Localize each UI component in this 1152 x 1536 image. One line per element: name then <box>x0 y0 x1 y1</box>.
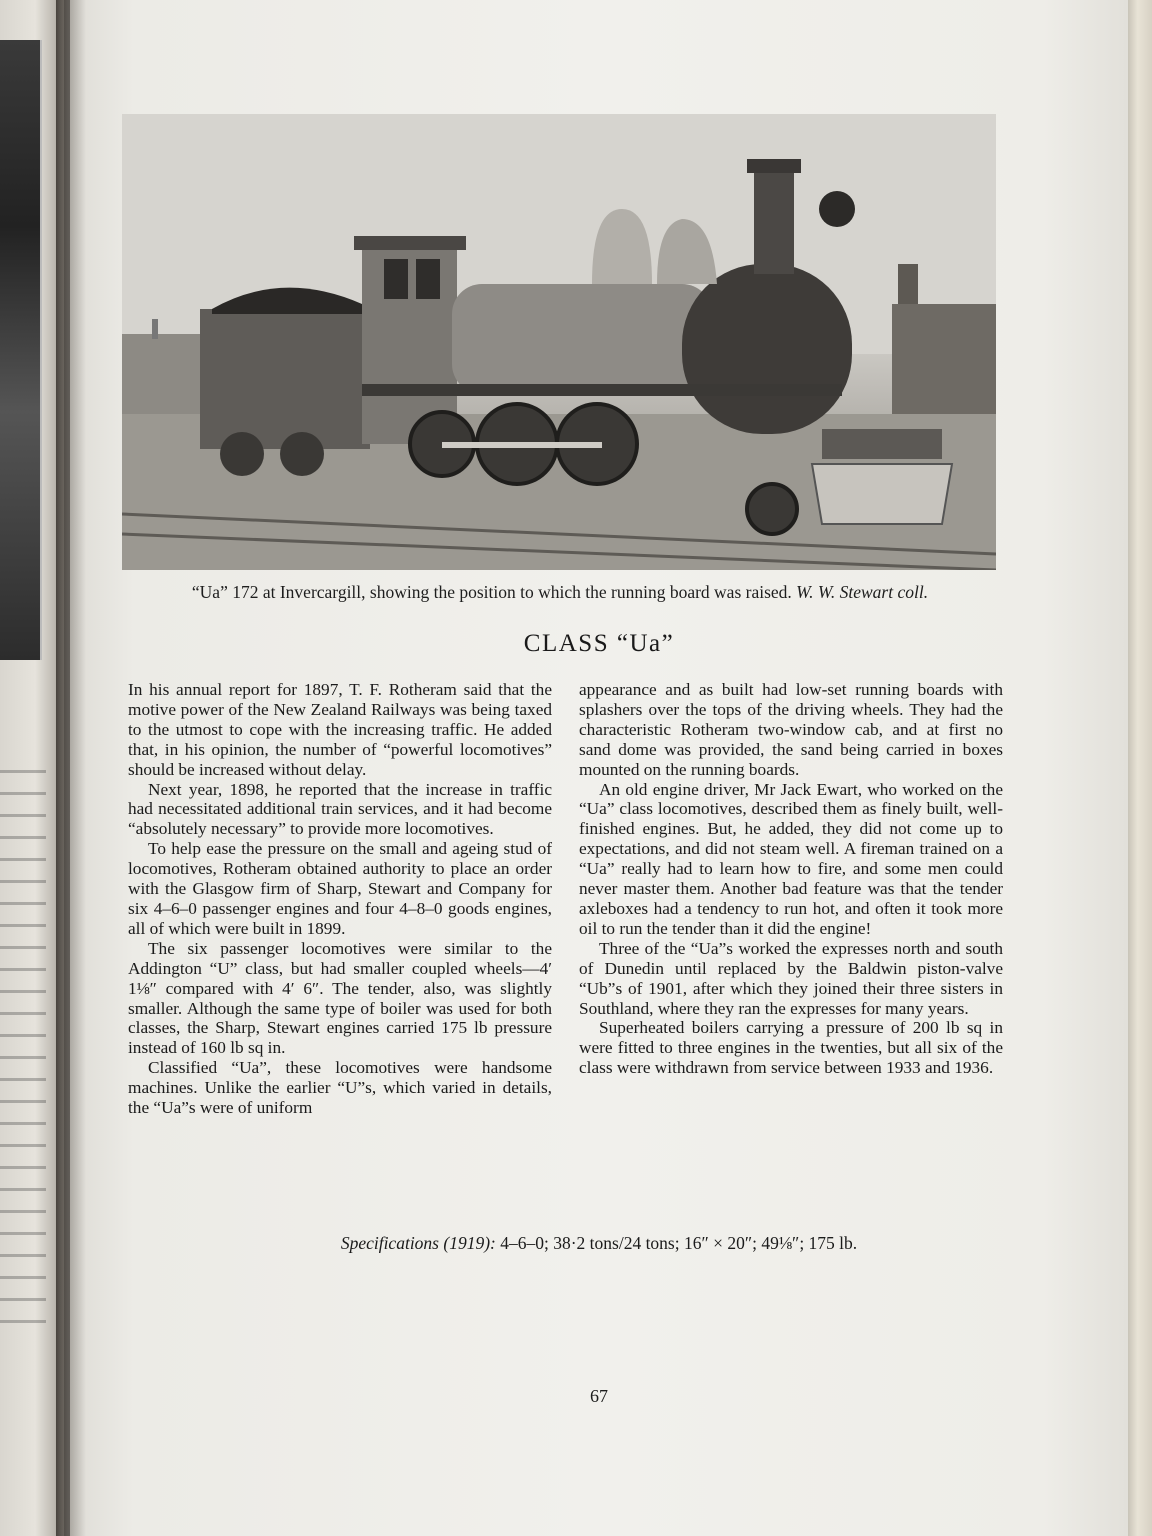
page-number: 67 <box>590 1386 608 1406</box>
paragraph: Classified “Ua”, these locomotives were handsome machines. Unlike the earlier “U”s, which varied in details, the “Ua”s were of uniform <box>128 1058 552 1118</box>
specifications-label: Specifications (1919): <box>340 1233 496 1253</box>
caption-credit: W. W. Stewart coll. <box>796 582 929 602</box>
specifications-values: 4–6–0; 38·2 tons/24 tons; 16″ × 20″; 49⅛″; 175 lb. <box>500 1233 858 1253</box>
paragraph: Three of the “Ua”s worked the expresses north and south of Dunedin until replaced by the Baldwin piston-valve “Ub”s of 1901, after which they joined their three sisters in Southland, where they ran the expresses for many years. <box>579 938 1003 1018</box>
photo-caption <box>110 582 1010 603</box>
facing-page-photo <box>0 40 42 660</box>
caption-text: “Ua” 172 at Invercargill, showing the position to which the running board was raised. <box>191 582 792 602</box>
specifications-line <box>70 1233 1128 1254</box>
locomotive-photograph <box>122 114 996 570</box>
book-gutter <box>56 0 86 1536</box>
paragraph: The six passenger locomotives were similar to the Addington “U” class, but had smaller coupled wheels—4′ 1⅛″ compared with 4′ 6″. The tender, also, was slightly smaller. Although the same type of boiler was used for both classes, the Sharp, Stewart engines carried 175 lb pressure instead of 160 lb sq in. <box>128 938 552 1058</box>
text-column-right <box>579 680 1003 1078</box>
paragraph: In his annual report for 1897, T. F. Rotheram said that the motive power of the New Zealand Railways was being taxed to the utmost to cope with the increasing traffic. He added that, in his opinion, the number of “powerful locomotives” should be increased without delay. <box>128 680 552 779</box>
paragraph: An old engine driver, Mr Jack Ewart, who worked on the “Ua” class locomotives, described them as finely built, well-finished engines. But, he added, they did not come up to expectations, and did not steam well. A fireman trained on a “Ua” really had to learn how to fire, and some men could never master them. Another bad feature was that the tender axleboxes had a tendency to run hot, and often it took more oil to run the tender than it did the engine! <box>579 779 1003 938</box>
facing-page <box>0 0 64 1536</box>
text-column-left <box>128 680 552 1118</box>
page-edge <box>1128 0 1152 1536</box>
facing-page-text <box>0 770 46 1330</box>
paragraph: To help ease the pressure on the small and ageing stud of locomotives, Rotheram obtained authority to place an order with the Glasgow firm of Sharp, Stewart and Company for six 4–6–0 passenger engines and four 4–8–0 goods engines, all of which were built in 1899. <box>128 839 552 938</box>
paragraph: Next year, 1898, he reported that the increase in traffic had necessitated additional train services, and it had become “absolutely necessary” to provide more locomotives. <box>128 779 552 839</box>
locomotive-illustration <box>122 114 996 570</box>
section-heading: CLASS “Ua” <box>523 630 675 657</box>
paragraph: Superheated boilers carrying a pressure of 200 lb sq in were fitted to three engines in the twenties, but all six of the class were withdrawn from service between 1933 and 1936. <box>579 1018 1003 1078</box>
paragraph: appearance and as built had low-set running boards with splashers over the tops of the driving wheels. They had the characteristic Rotheram two-window cab, and at first no sand dome was provided, the sand being carried in boxes mounted on the running boards. <box>579 680 1003 779</box>
